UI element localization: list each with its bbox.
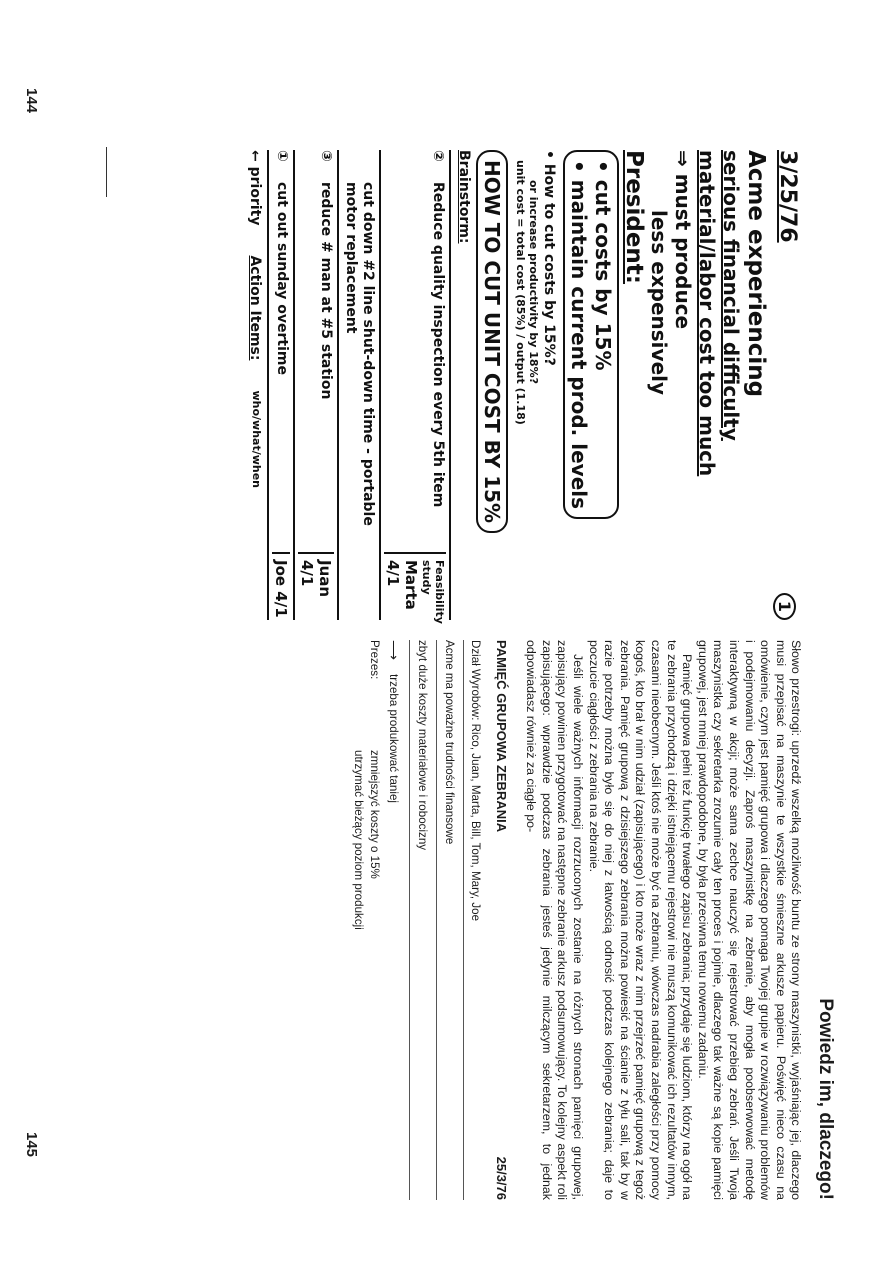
table-row	[337, 150, 379, 620]
memo-line: Dział Wyrobów: Rico, Juan, Marta, Bill, Tom, Mary, Joe	[463, 640, 486, 1200]
arrow-icon: ⟶	[386, 640, 403, 661]
paragraph: Słowo przestrogi: uprzedź wszelką możliwość buntu ze strony maszynistki, wyjaśniając jej, dlaczego musi przepisać na maszynie te wszystkie śmieszne arkusze papieru. Poświęć nieco czasu na omówienie, czym jest pamięć grupowa i dlaczego pomaga Twojej grupie w rozwiązywaniu problemów i podejmowaniu decyzji. Zaproś maszynistkę na zebranie, aby mogła poobserwować metodę interaktywną w akcji; może sama zechce nauczyć się rejestrować przebieg zebrań. Jeśli Twoja maszynistka czy sekretarka zrozumie cały ten proces i pojmie, dlaczego tak ważne są kopie pamięci grupowej, jest mniej prawdopodobne, by była przeciwna temu nowemu zadaniu.	[695, 640, 804, 1200]
page-number-left: 144	[23, 88, 40, 114]
divider	[106, 147, 107, 197]
row-owner-text: Marta 4/1	[384, 560, 420, 610]
page-title: Powiedz im, dlaczego!	[815, 998, 836, 1200]
hw-action-cols: who/what/when	[250, 390, 263, 489]
row-text: cut down #2 line shut-down time - portable motor replacement	[343, 182, 376, 526]
hw-priority: ← priority	[247, 150, 263, 226]
hw-line1: Acme experiencing	[743, 150, 769, 398]
memo-title-text: PAMIĘĆ GRUPOWA ZEBRANIA	[493, 640, 509, 833]
hw-box-title: HOW TO CUT UNIT COST BY 15%	[476, 150, 508, 533]
hw-pres2: • maintain current prod. levels	[567, 160, 591, 510]
memo-arrow-row	[382, 640, 406, 1200]
hw-formula2: unit cost = total cost (85%) / output (1.18)	[514, 160, 527, 425]
paragraph: Jeśli wiele ważnych informacji rozrzuconych zostanie na różnych stronach pamięci grupowej, zapisujący powinien przygotować na następne zebranie arkusz podsumowujący. To kolejny aspekt roli zapisującego: wprawdzie podczas zebrania jesteś jedynie milczącym sekretarzem, to jednak odpowiadasz również za ciągłe po-	[524, 640, 586, 1200]
memo-line: Acme ma poważne trudności finansowe	[436, 640, 459, 1200]
hw-brainstorm: Brainstorm:	[456, 150, 472, 244]
row-owner: Juan 4/1	[298, 552, 334, 620]
table-row	[269, 150, 293, 620]
hw-formula1: or increase productivity by 18%?	[527, 180, 540, 384]
handwritten-flipchart	[246, 150, 800, 624]
memo-title	[493, 640, 509, 1200]
row-number: ①	[274, 150, 290, 162]
hw-action-items: Action Items:	[247, 255, 263, 361]
row-text: Reduce quality inspection every 5th item	[430, 182, 446, 508]
action-table	[267, 150, 451, 624]
table-row	[379, 150, 449, 624]
table-row	[293, 150, 337, 620]
page-number-right: 145	[23, 1132, 40, 1158]
hw-howto: • How to cut costs by 15%?	[541, 150, 557, 366]
page-145	[351, 640, 836, 1200]
paragraph: Pamięć grupowa pełni też funkcję trwałego zapisu zebrania; przydaje się ludziom, którzy na ogół na te zebrania przychodzą i dzięki istniejącemu rejestrowi nie muszą komunikować ich rezultatów innym, czasami nieobecnym. Jeśli ktoś nie może być na zebraniu, wówczas nadrabia zaległości przy pomocy kogoś, kto brał w nim udział (zapisującego) i kto może wraz z nim przejrzeć pamięć grupową z tegoż zebrania. Pamięć grupową z dzisiejszego zebrania można powiesić na ścianie z tyłu sali, tak by w razie potrzeby można było się do niej z łatwością odnosić podczas kolejnego zebrania; daje to poczucie ciągłości z zebrania na zebranie.	[586, 640, 695, 1200]
row-number: ③	[318, 150, 334, 162]
hw-date: 3/25/76	[775, 150, 800, 243]
row-owner	[384, 552, 446, 624]
memo-date: 25/3/76	[493, 1156, 509, 1200]
prezes-item: zmniejszyć koszty o 15%	[367, 750, 381, 879]
row-text: reduce # man at #5 station	[318, 182, 334, 400]
hw-line3: material/labor cost too much	[695, 150, 719, 477]
memo-prezes	[351, 640, 382, 1200]
prezes-label: Prezes:	[367, 640, 381, 680]
memo-line: zbyt duże koszty materiałowe i robocizny	[409, 640, 432, 1200]
memo-arrow-text: trzeba produkować taniej	[387, 674, 401, 803]
hw-line4: ⇒ must produce	[671, 150, 695, 330]
hw-president-box	[563, 150, 619, 519]
row-owner: Joe 4/1	[272, 552, 290, 620]
row-number: ②	[430, 150, 446, 162]
hw-pres1: • cut costs by 15%	[591, 160, 615, 371]
row-note: Feasibility study	[420, 560, 446, 624]
hw-president: President:	[621, 150, 647, 285]
hw-line2: serious financial difficulty	[719, 150, 743, 441]
row-text: cut out sunday overtime	[274, 182, 290, 376]
prezes-item: utrzymać bieżący poziom produkcji	[352, 750, 366, 930]
hw-line5: less expensively	[647, 210, 671, 396]
hw-circle-number: 1	[773, 593, 796, 620]
